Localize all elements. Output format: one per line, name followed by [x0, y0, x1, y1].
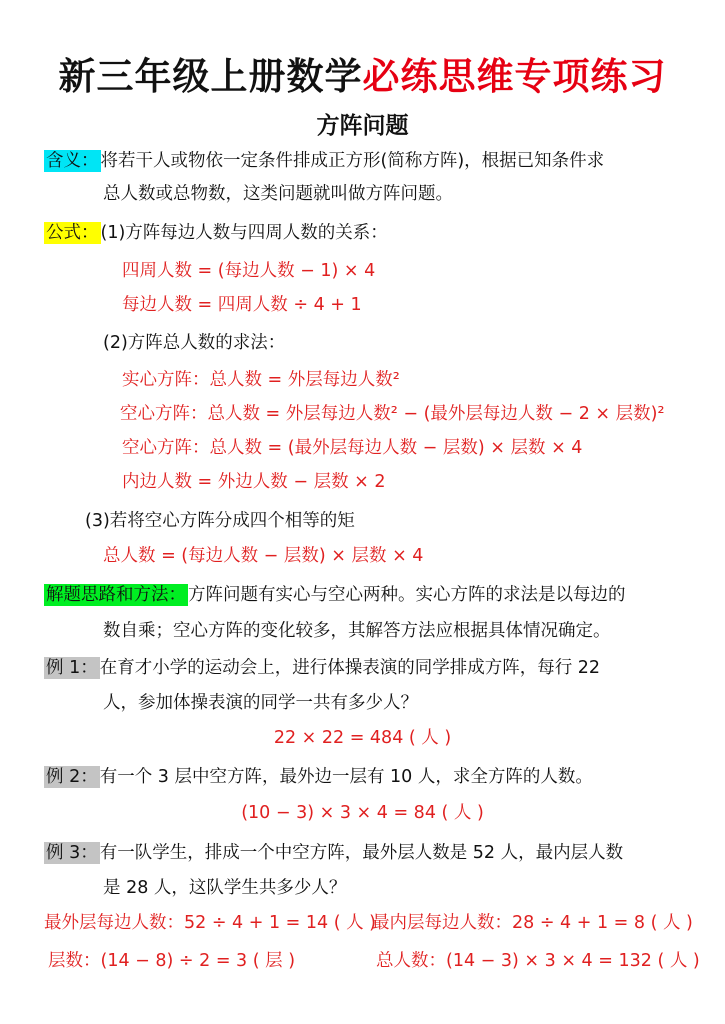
example-1-text-2: 人，参加体操表演的同学一共有多少人？ [103, 693, 418, 713]
method-line-1 [44, 582, 626, 608]
page-title [0, 46, 725, 100]
example-3-label: 例 3： [46, 843, 98, 863]
example-3-answer-4: 总人数：(14 − 3) × 3 × 4 = 132 ( 人 ) [376, 951, 700, 971]
formula-f4: 空心方阵：总人数 = 外层每边人数² − (最外层每边人数 − 2 × 层数)² [120, 404, 665, 424]
example-2-label: 例 2： [46, 767, 98, 787]
meaning-text-1: 将若干人或物依一定条件排成正方形(简称方阵)，根据已知条件求 [100, 151, 605, 171]
title-part-black: 新三年级上册数学 [58, 55, 363, 98]
example-3-answer-2: 最内层每边人数：28 ÷ 4 + 1 = 8 ( 人 ) [372, 913, 693, 933]
formula-f3: 实心方阵：总人数 = 外层每边人数² [122, 370, 400, 390]
formula-f6: 内边人数 = 外边人数 − 层数 × 2 [122, 472, 386, 492]
example-1-line-1 [44, 655, 600, 681]
formula-f1: 四周人数 = (每边人数 − 1) × 4 [122, 261, 376, 281]
example-2-line-1 [44, 764, 593, 790]
meaning-label: 含义： [46, 151, 99, 171]
method-label: 解题思路和方法： [46, 585, 186, 605]
example-2-text-1: 有一个 3 层中空方阵，最外边一层有 10 人，求全方阵的人数。 [99, 767, 593, 787]
example-1-label: 例 1： [46, 658, 98, 678]
example-3-text-2: 是 28 人，这队学生共多少人？ [103, 878, 347, 898]
formula-part-1: (1)方阵每边人数与四周人数的关系： [100, 223, 388, 243]
example-1-text-1: 在育才小学的运动会上，进行体操表演的同学排成方阵，每行 22 [99, 658, 601, 678]
formula-line-1 [44, 220, 388, 246]
section-subtitle: 方阵问题 [316, 113, 409, 139]
formula-part-2: (2)方阵总人数的求法： [103, 333, 286, 353]
method-text-2: 数自乘；空心方阵的变化较多，其解答方法应根据具体情况确定。 [103, 621, 611, 641]
example-1-answer: 22 × 22 = 484 ( 人 ) [273, 728, 452, 748]
meaning-text-2: 总人数或总物数，这类问题就叫做方阵问题。 [103, 184, 453, 204]
formula-f7: 总人数 = (每边人数 − 层数) × 层数 × 4 [103, 546, 424, 566]
formula-label: 公式： [46, 223, 99, 243]
example-3-answer-3: 层数：(14 − 8) ÷ 2 = 3 ( 层 ) [48, 951, 296, 971]
example-3-text-1: 有一队学生，排成一个中空方阵，最外层人数是 52 人，最内层人数 [99, 843, 624, 863]
meaning-line-1 [44, 148, 604, 174]
title-part-red: 必练思维专项练习 [362, 55, 667, 98]
example-2-answer: (10 − 3) × 3 × 4 = 84 ( 人 ) [241, 803, 484, 823]
example-3-line-1 [44, 840, 623, 866]
formula-f5: 空心方阵：总人数 = (最外层每边人数 − 层数) × 层数 × 4 [122, 438, 583, 458]
formula-part-3: (3)若将空心方阵分成四个相等的矩 [85, 511, 355, 531]
method-text-1: 方阵问题有实心与空心两种。实心方阵的求法是以每边的 [188, 585, 626, 605]
example-3-answer-1: 最外层每边人数：52 ÷ 4 + 1 = 14 ( 人 ) [44, 913, 377, 933]
formula-f2: 每边人数 = 四周人数 ÷ 4 + 1 [122, 295, 362, 315]
